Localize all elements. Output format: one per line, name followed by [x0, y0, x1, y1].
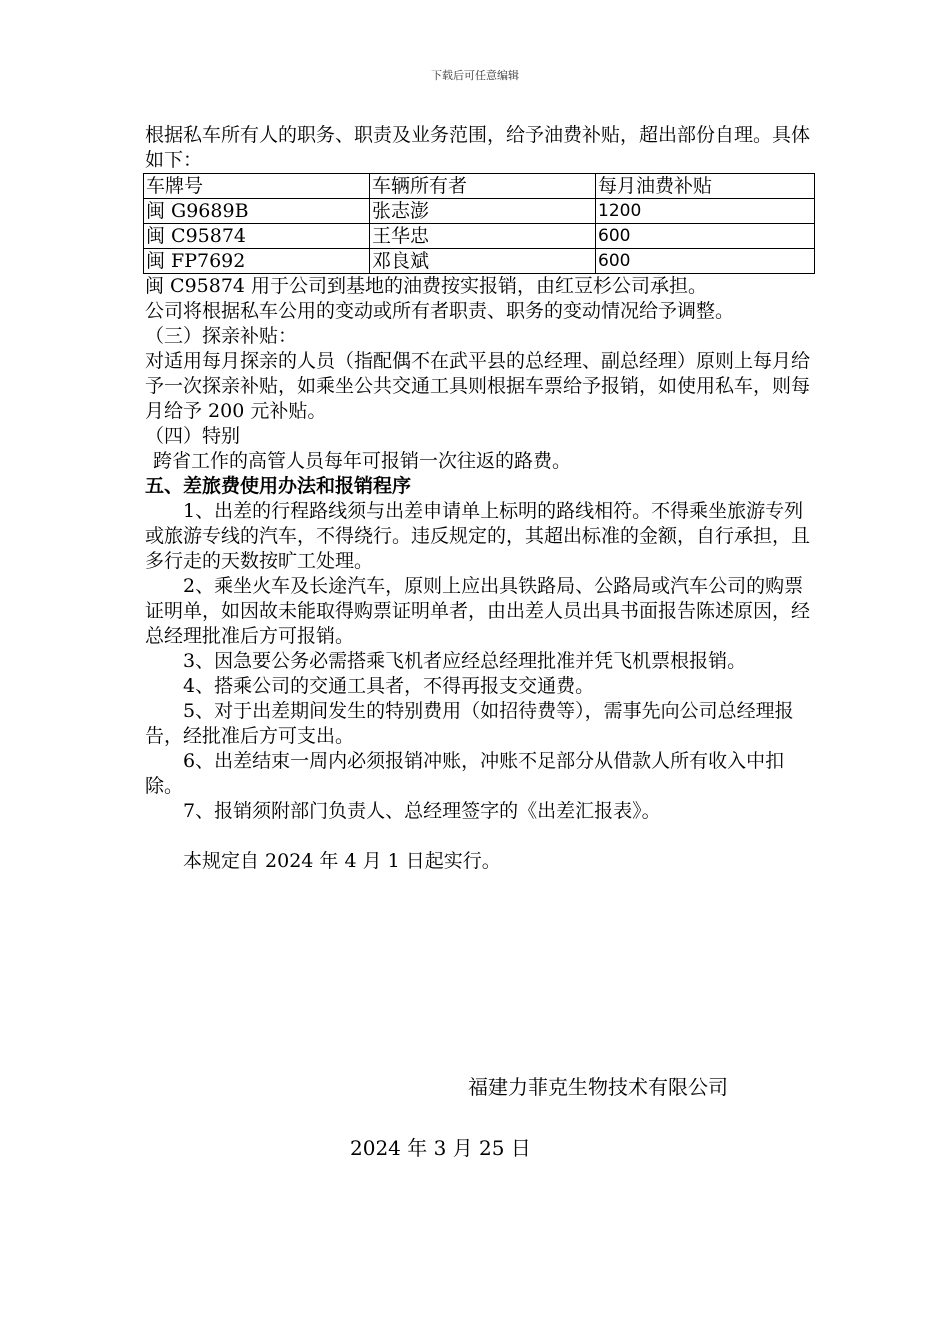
- reimbursement-note: 闽 C95874 用于公司到基地的油费按实报销，由红豆杉公司承担。: [145, 275, 708, 297]
- signature-date: 2024 年 3 月 25 日: [350, 1136, 531, 1160]
- table-cell: 600: [596, 249, 815, 274]
- header-note: 下载后可任意编辑: [431, 69, 519, 82]
- table-cell: 1200: [596, 199, 815, 224]
- table-row: [144, 249, 815, 274]
- rule-item: 1、出差的行程路线须与出差申请单上标明的路线相符。不得乘坐旅游专列或旅游专线的汽车，不得绕行。违反规定的，其超出标准的金额，自行承担，且多行走的天数按旷工处理。: [145, 500, 811, 572]
- document-body: [145, 123, 815, 874]
- intro-paragraph: 根据私车所有人的职务、职责及业务范围，给予油费补贴，超出部份自理。具体如下：: [145, 124, 811, 171]
- section-3-body: 对适用每月探亲的人员（指配偶不在武平县的总经理、副总经理）原则上每月给予一次探亲补贴，如乘坐公共交通工具则根据车票给予报销，如使用私车，则每月给予 200 元补贴。: [145, 350, 811, 422]
- blank-line: [145, 824, 815, 849]
- adjustment-note: 公司将根据私车公用的变动或所有者职责、职务的变动情况给予调整。: [145, 300, 735, 322]
- table-header-cell: 车牌号: [144, 174, 370, 199]
- table-cell: 闽 C95874: [144, 224, 370, 249]
- table-header-cell: 车辆所有者: [370, 174, 596, 199]
- rule-item: 5、对于出差期间发生的特别费用（如招待费等），需事先向公司总经理报告，经批准后方可支出。: [145, 700, 794, 747]
- section-4-title: （四）特别: [145, 425, 241, 447]
- rule-item: 3、因急要公务必需搭乘飞机者应经总经理批准并凭飞机票根报销。: [183, 650, 747, 672]
- effective-date-statement: 本规定自 2024 年 4 月 1 日起实行。: [183, 850, 501, 872]
- rule-item: 2、乘坐火车及长途汽车，原则上应出具铁路局、公路局或汽车公司的购票证明单，如因故未能取得购票证明单者，由出差人员出具书面报告陈述原因，经总经理批准后方可报销。: [145, 575, 811, 647]
- table-cell: 闽 G9689B: [144, 199, 370, 224]
- table-cell: 王华忠: [370, 224, 596, 249]
- table-cell: 张志澎: [370, 199, 596, 224]
- table-row: [144, 224, 815, 249]
- fuel-subsidy-table: [143, 173, 815, 274]
- rule-item: 4、搭乘公司的交通工具者，不得再报支交通费。: [183, 675, 595, 697]
- section-5-title: 五、差旅费使用办法和报销程序: [145, 475, 412, 497]
- table-row: [144, 199, 815, 224]
- section-4-body: 跨省工作的高管人员每年可报销一次往返的路费。: [153, 450, 572, 472]
- table-cell: 邓良斌: [370, 249, 596, 274]
- rule-item: 7、报销须附部门负责人、总经理签字的《出差汇报表》。: [183, 800, 661, 822]
- table-cell: 600: [596, 224, 815, 249]
- table-cell: 闽 FP7692: [144, 249, 370, 274]
- company-name: 福建力菲克生物技术有限公司: [468, 1075, 728, 1099]
- section-3-title: （三）探亲补贴：: [145, 325, 298, 347]
- table-header-row: [144, 174, 815, 199]
- rule-item: 6、出差结束一周内必须报销冲账，冲账不足部分从借款人所有收入中扣除。: [145, 750, 785, 797]
- table-header-cell: 每月油费补贴: [596, 174, 815, 199]
